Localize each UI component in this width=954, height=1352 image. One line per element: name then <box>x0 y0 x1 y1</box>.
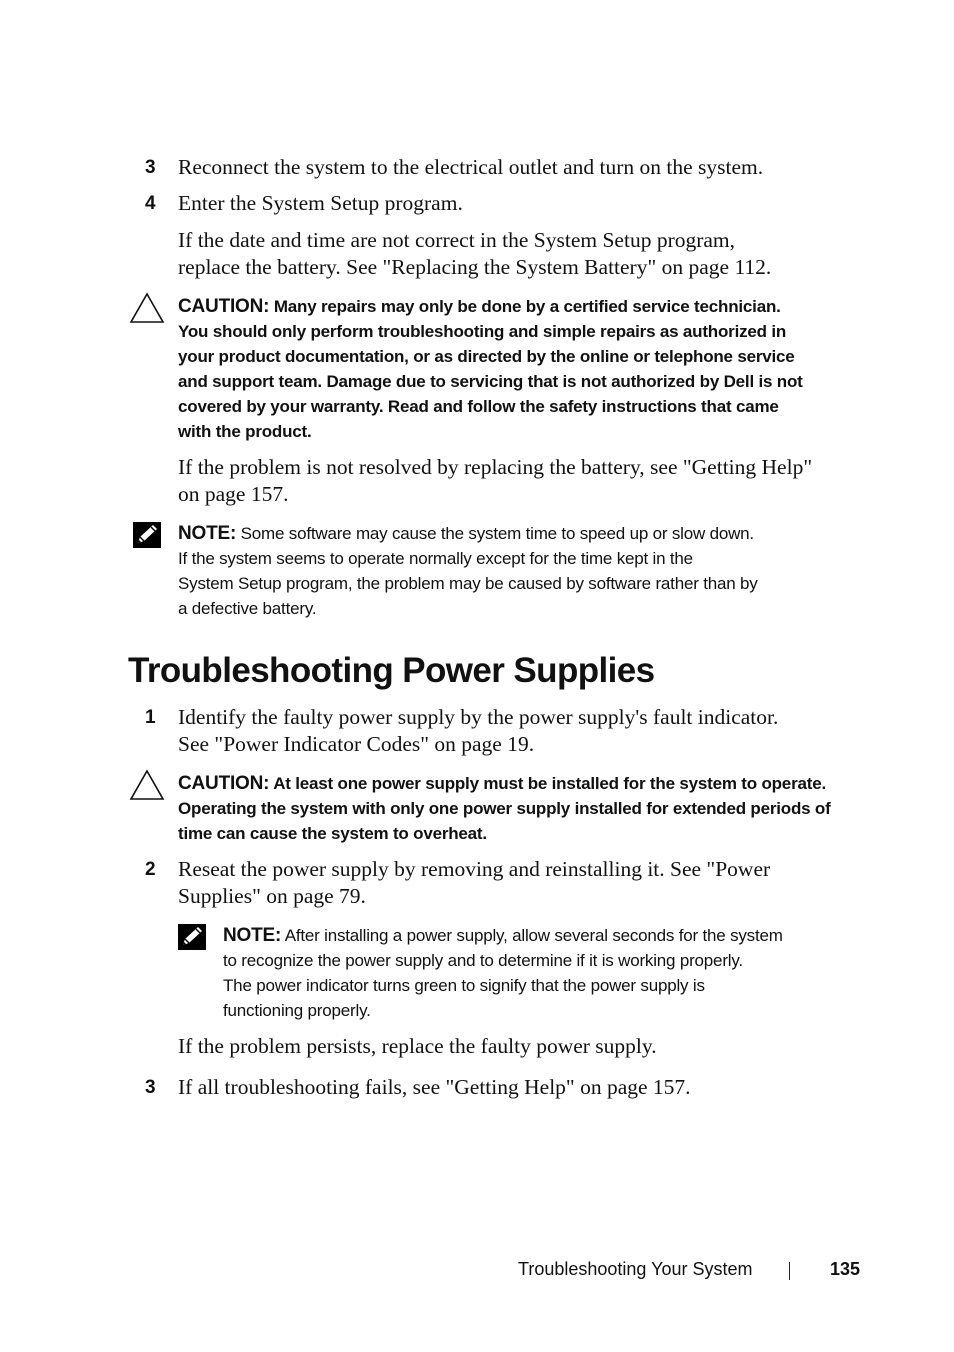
note-line: System Setup program, the problem may be caused by software rather than by <box>178 574 758 593</box>
caution-line: time can cause the system to overheat. <box>178 824 487 843</box>
paragraph-line: If the problem is not resolved by replacing the battery, see "Getting Help" <box>178 455 813 479</box>
note-label: NOTE: <box>178 523 237 544</box>
step-text: Enter the System Setup program. <box>178 191 463 215</box>
step-number: 3 <box>145 1077 156 1098</box>
caution-line: covered by your warranty. Read and follow the safety instructions that came <box>178 397 779 416</box>
caution-line: with the product. <box>178 422 312 441</box>
note-box-software <box>178 521 758 621</box>
note-line: Some software may cause the system time to speed up or slow down. <box>240 524 754 543</box>
note-pencil-icon <box>177 923 207 951</box>
step-text-line: Reseat the power supply by removing and reinstalling it. See "Power <box>178 857 771 881</box>
caution-line: At least one power supply must be installed for the system to operate. <box>273 774 826 793</box>
step-text-line: Supplies" on page 79. <box>178 884 366 908</box>
caution-line: Many repairs may only be done by a certified service technician. <box>273 297 781 316</box>
footer-section-title: Troubleshooting Your System <box>518 1259 753 1279</box>
note-line: functioning properly. <box>223 1001 371 1020</box>
page-number: 135 <box>830 1259 861 1279</box>
note-line: to recognize the power supply and to determine if it is working properly. <box>223 951 743 970</box>
step-text-line: Identify the faulty power supply by the power supply's fault indicator. <box>178 705 779 729</box>
caution-line: your product documentation, or as directed by the online or telephone service <box>178 347 795 366</box>
caution-label: CAUTION: <box>178 773 270 794</box>
step-number: 4 <box>145 193 156 214</box>
caution-triangle-icon <box>129 769 165 801</box>
caution-line: and support team. Damage due to servicing that is not authorized by Dell is not <box>178 372 803 391</box>
battery-followup-paragraph <box>178 227 771 281</box>
paragraph-line: replace the battery. See "Replacing the System Battery" on page 112. <box>178 255 772 279</box>
caution-label: CAUTION: <box>178 296 270 317</box>
caution-line: Operating the system with only one power supply installed for extended periods of <box>178 799 831 818</box>
note-line: After installing a power supply, allow several seconds for the system <box>284 926 783 945</box>
step-number: 2 <box>145 859 156 880</box>
caution-box-service <box>178 294 803 444</box>
caution-triangle-icon <box>129 292 165 324</box>
caution-box-power <box>178 771 831 846</box>
step-text-line: See "Power Indicator Codes" on page 19. <box>178 732 535 756</box>
note-line: The power indicator turns green to signify that the power supply is <box>223 976 705 995</box>
footer-divider <box>789 1262 790 1280</box>
note-box-power-indicator <box>223 923 783 1023</box>
after-caution-paragraph <box>178 454 812 508</box>
step-text: If all troubleshooting fails, see "Getting Help" on page 157. <box>178 1075 691 1099</box>
note-label: NOTE: <box>223 925 282 946</box>
caution-line: You should only perform troubleshooting and simple repairs as authorized in <box>178 322 787 341</box>
after-note-paragraph: If the problem persists, replace the faulty power supply. <box>178 1034 657 1058</box>
step-number: 1 <box>145 707 156 728</box>
paragraph-line: If the date and time are not correct in the System Setup program, <box>178 228 736 252</box>
section-heading: Troubleshooting Power Supplies <box>128 651 655 690</box>
note-pencil-icon <box>132 521 162 549</box>
step-text: Reconnect the system to the electrical outlet and turn on the system. <box>178 155 764 179</box>
note-line: a defective battery. <box>178 599 317 618</box>
note-line: If the system seems to operate normally except for the time kept in the <box>178 549 693 568</box>
paragraph-line: on page 157. <box>178 482 289 506</box>
step-number: 3 <box>145 157 156 178</box>
